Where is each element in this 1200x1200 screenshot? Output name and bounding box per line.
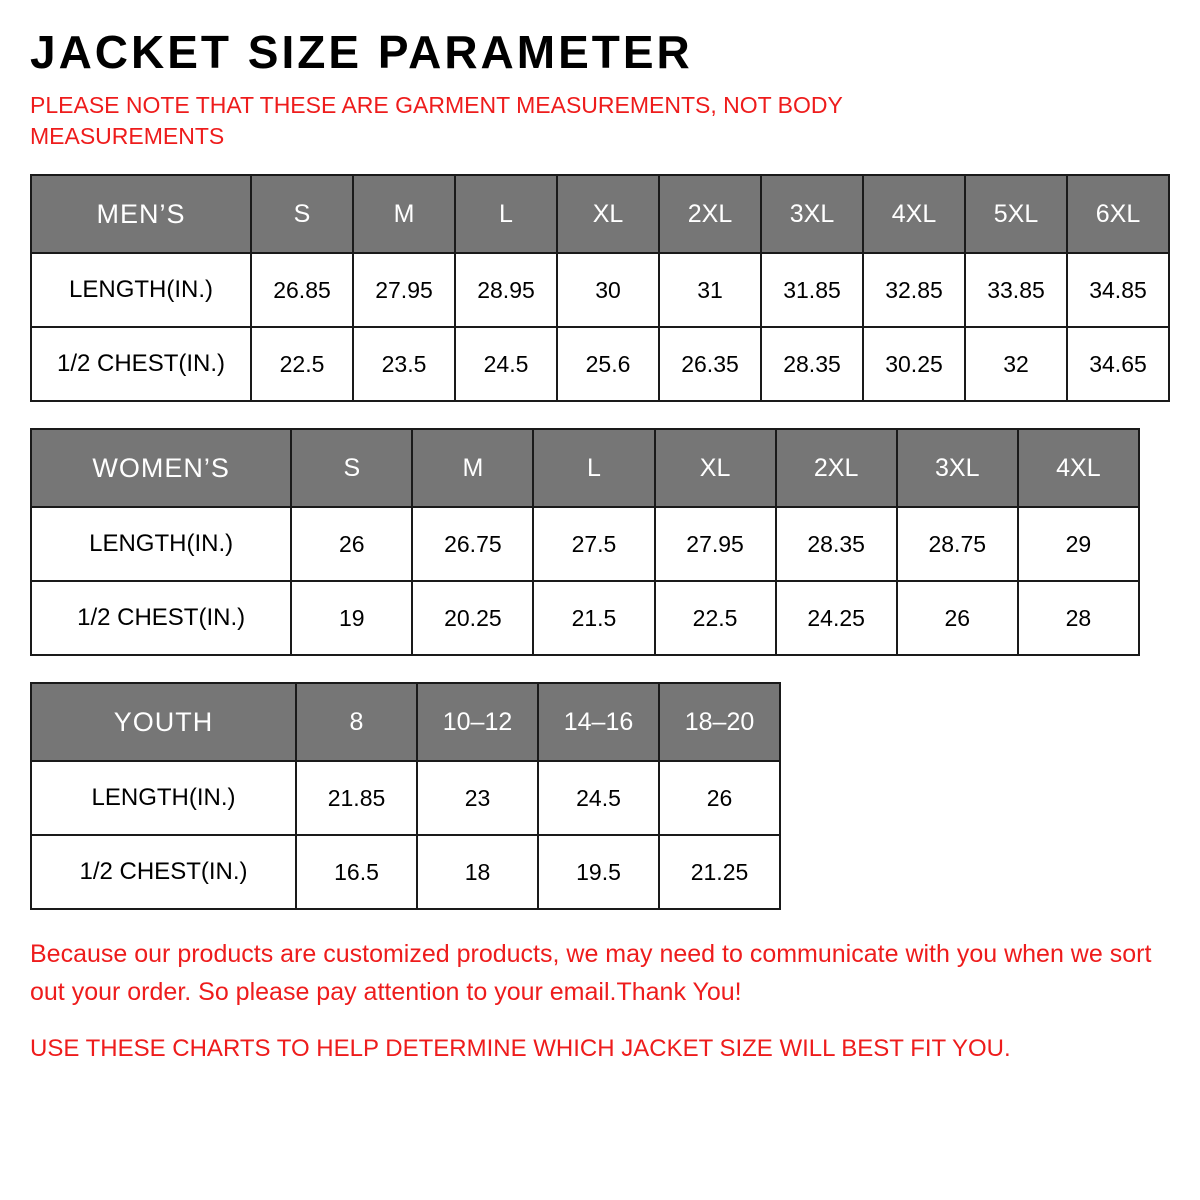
cell-value: 19.5 (538, 835, 659, 909)
cell-value: 26.85 (251, 253, 353, 327)
cell-value: 26.75 (412, 507, 533, 581)
womens-size-header: 2XL (776, 429, 897, 507)
cell-value: 25.6 (557, 327, 659, 401)
table-row (31, 835, 780, 909)
cell-value: 20.25 (412, 581, 533, 655)
row-label: LENGTH(IN.) (31, 761, 296, 835)
cell-value: 32 (965, 327, 1067, 401)
cell-value: 22.5 (655, 581, 776, 655)
womens-size-header: 3XL (897, 429, 1018, 507)
row-label: LENGTH(IN.) (31, 253, 251, 327)
cell-value: 23.5 (353, 327, 455, 401)
youth-size-header: 18–20 (659, 683, 780, 761)
table-row (31, 327, 1169, 401)
cell-value: 24.5 (455, 327, 557, 401)
cell-value: 26 (291, 507, 412, 581)
youth-table-label: YOUTH (31, 683, 296, 761)
mens-size-header: L (455, 175, 557, 253)
cell-value: 18 (417, 835, 538, 909)
row-label: 1/2 CHEST(IN.) (31, 581, 291, 655)
customization-note: Because our products are customized products, we may need to communicate with you when we sort out your order. So please pay attention to your email.Thank You! (30, 940, 1152, 1006)
cell-value: 28.35 (776, 507, 897, 581)
table-row (31, 581, 1139, 655)
cell-value: 24.5 (538, 761, 659, 835)
youth-size-header: 8 (296, 683, 417, 761)
table-row (31, 683, 780, 761)
cell-value: 30.25 (863, 327, 965, 401)
womens-size-header: S (291, 429, 412, 507)
page-title: JACKET SIZE PARAMETER (30, 26, 693, 78)
cell-value: 28.75 (897, 507, 1018, 581)
cell-value: 27.95 (353, 253, 455, 327)
youth-size-table (30, 682, 781, 910)
table-row (31, 761, 780, 835)
row-label: 1/2 CHEST(IN.) (31, 835, 296, 909)
cell-value: 29 (1018, 507, 1139, 581)
mens-size-header: 6XL (1067, 175, 1169, 253)
cell-value: 21.25 (659, 835, 780, 909)
cell-value: 34.85 (1067, 253, 1169, 327)
mens-size-header: M (353, 175, 455, 253)
row-label: LENGTH(IN.) (31, 507, 291, 581)
cell-value: 30 (557, 253, 659, 327)
cell-value: 31 (659, 253, 761, 327)
cell-value: 28 (1018, 581, 1139, 655)
cell-value: 26 (659, 761, 780, 835)
cell-value: 21.85 (296, 761, 417, 835)
cell-value: 16.5 (296, 835, 417, 909)
cell-value: 32.85 (863, 253, 965, 327)
womens-size-table (30, 428, 1140, 656)
mens-table-label: MEN’S (31, 175, 251, 253)
cell-value: 26.35 (659, 327, 761, 401)
cell-value: 27.95 (655, 507, 776, 581)
cell-value: 26 (897, 581, 1018, 655)
row-label: 1/2 CHEST(IN.) (31, 327, 251, 401)
cell-value: 28.35 (761, 327, 863, 401)
cell-value: 23 (417, 761, 538, 835)
table-row (31, 507, 1139, 581)
cell-value: 24.25 (776, 581, 897, 655)
table-row (31, 253, 1169, 327)
cell-value: 22.5 (251, 327, 353, 401)
mens-size-header: 4XL (863, 175, 965, 253)
cell-value: 31.85 (761, 253, 863, 327)
mens-size-header: 3XL (761, 175, 863, 253)
table-row (31, 175, 1169, 253)
chart-usage-note: USE THESE CHARTS TO HELP DETERMINE WHICH JACKET SIZE WILL BEST FIT YOU. (30, 1035, 1011, 1063)
cell-value: 28.95 (455, 253, 557, 327)
mens-size-header: 2XL (659, 175, 761, 253)
cell-value: 33.85 (965, 253, 1067, 327)
womens-size-header: XL (655, 429, 776, 507)
mens-size-header: S (251, 175, 353, 253)
measurement-note: PLEASE NOTE THAT THESE ARE GARMENT MEASUREMENTS, NOT BODY MEASUREMENTS (30, 92, 843, 150)
womens-size-header: M (412, 429, 533, 507)
womens-size-header: 4XL (1018, 429, 1139, 507)
mens-size-table (30, 174, 1170, 402)
cell-value: 34.65 (1067, 327, 1169, 401)
mens-size-header: 5XL (965, 175, 1067, 253)
womens-size-header: L (533, 429, 654, 507)
mens-size-header: XL (557, 175, 659, 253)
youth-size-header: 10–12 (417, 683, 538, 761)
table-row (31, 429, 1139, 507)
youth-size-header: 14–16 (538, 683, 659, 761)
womens-table-label: WOMEN’S (31, 429, 291, 507)
cell-value: 27.5 (533, 507, 654, 581)
cell-value: 19 (291, 581, 412, 655)
cell-value: 21.5 (533, 581, 654, 655)
